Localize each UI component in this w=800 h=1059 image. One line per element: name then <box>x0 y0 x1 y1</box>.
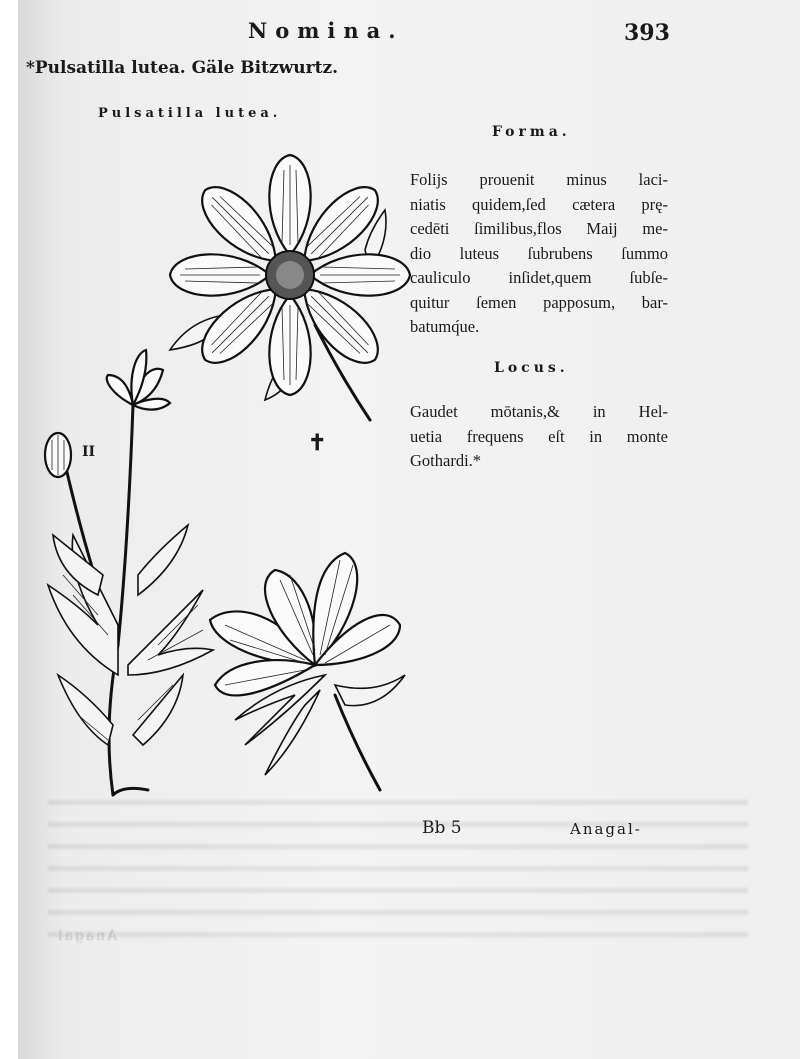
page-number: 393 <box>624 20 670 46</box>
forma-paragraph <box>410 168 668 340</box>
figure-mark-cross: ✝ <box>308 430 327 456</box>
bleed-through-text <box>48 800 748 940</box>
locus-heading: Locus. <box>494 360 569 376</box>
forma-heading: Forma. <box>492 124 571 140</box>
locus-paragraph <box>410 400 668 474</box>
woodcut-flower-cup <box>205 545 410 800</box>
text-line: batumq́ue. <box>410 317 480 336</box>
text-line: Gothardi.* <box>410 451 482 470</box>
text-line: dio luteus ſubrubens ſummo <box>410 243 668 263</box>
figure-caption: Pulsatilla lutea. <box>98 106 282 121</box>
text-line: Gaudet mōtanis,& in Hel- <box>410 402 668 421</box>
text-line: Folijs prouenit minus laci- <box>410 170 668 189</box>
running-header: Nomina. <box>248 18 404 43</box>
margin-note: *Pulsatilla lutea. Gäle Bitzwurtz. <box>26 58 339 78</box>
text-line: cauliculo inſidet,quem ſubſe- <box>410 268 668 287</box>
figure-mark-numeral: II <box>82 444 96 460</box>
flower-small <box>107 350 170 410</box>
cup-petals <box>210 553 400 695</box>
text-line: niatis quidem,ſed cætera prę- <box>410 194 668 214</box>
text-line: quitur ſemen papposum, bar- <box>410 292 668 312</box>
text-line: uetia frequens eſt in monte <box>410 426 668 446</box>
signature-mark: Bb 5 <box>422 818 462 838</box>
woodcut-whole-plant <box>38 345 218 800</box>
bleed-through-word: Anagal <box>56 928 118 944</box>
flower-bud <box>45 433 71 477</box>
catchword: Anagal- <box>570 820 642 838</box>
text-line: cedēti ſimilibus,flos Maij me- <box>410 219 668 238</box>
